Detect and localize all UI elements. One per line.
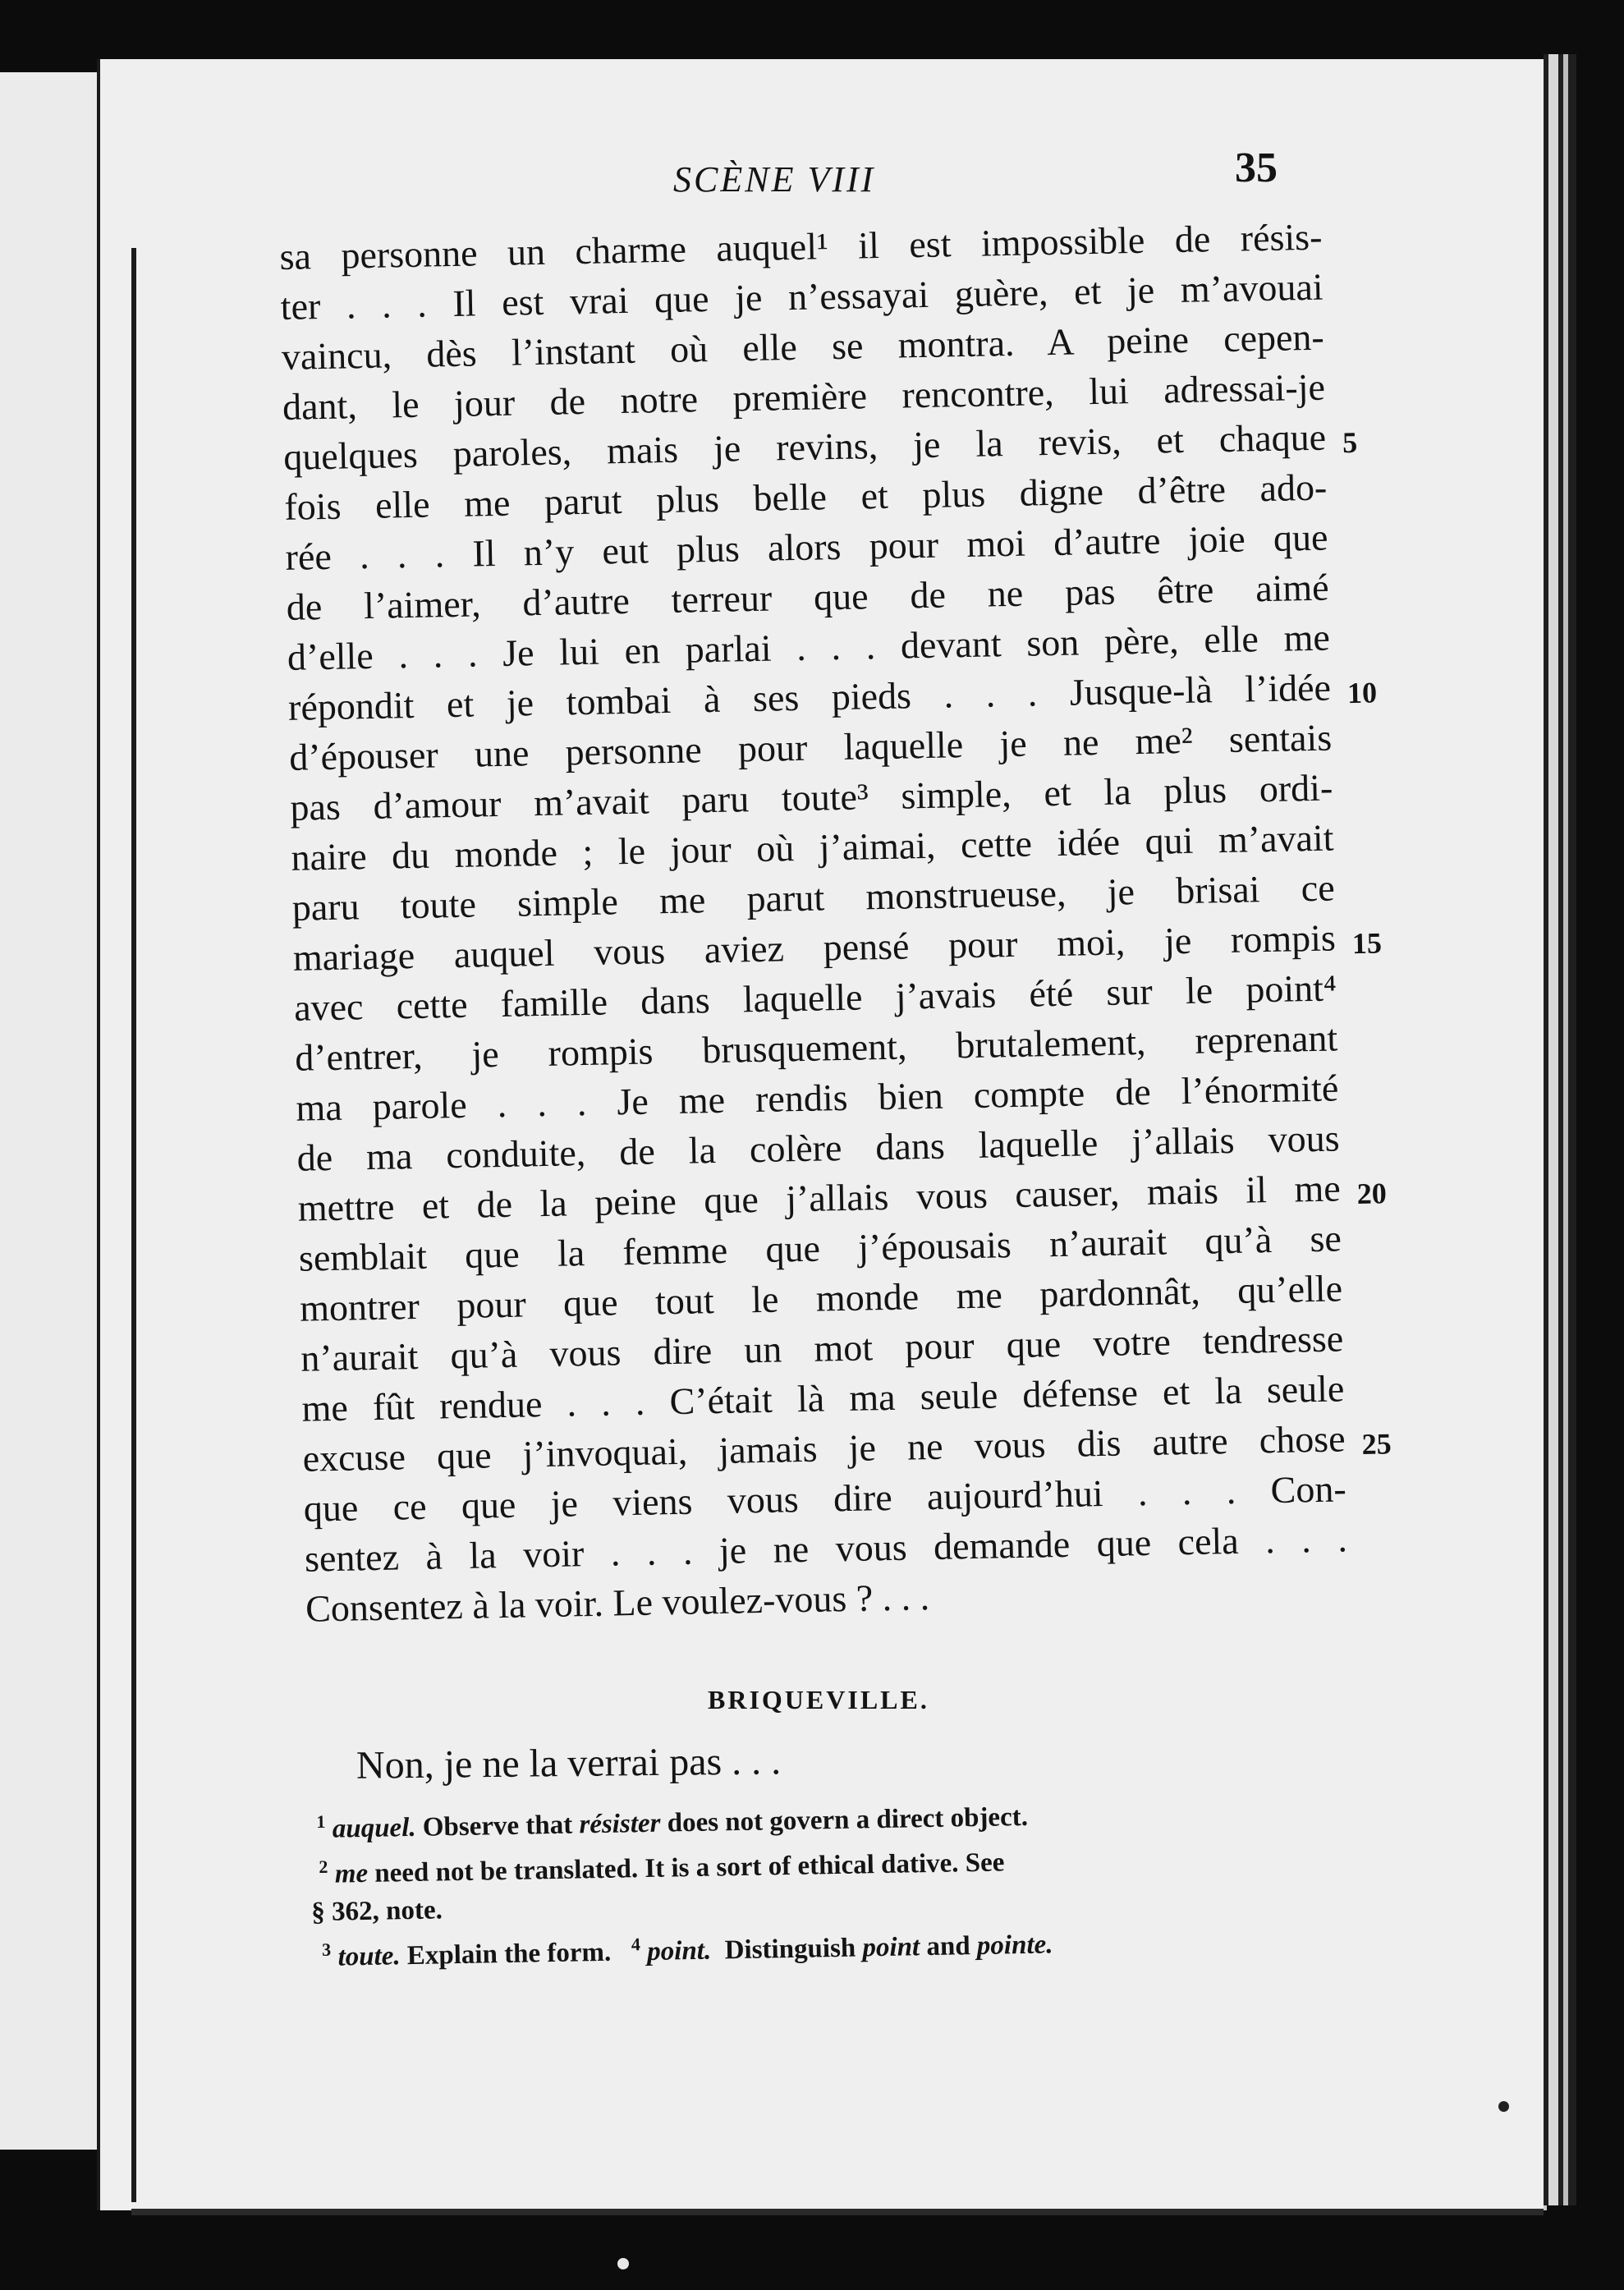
footnote-2-continued: § 362, note.: [311, 1895, 443, 1928]
text-line-content: rée . . . Il n’y eut plus alors pour moi d’autre joie que: [285, 516, 1328, 578]
page-bottom-shadow: [131, 2209, 1544, 2215]
line-number: 20: [1356, 1177, 1388, 1211]
text-line-content: ma parole . . . Je me rendis bien compte de l’énormité: [296, 1067, 1339, 1129]
text-line-content: semblait que la femme que j’épousais n’aurait qu’à se: [298, 1217, 1342, 1279]
text-line-content: excuse que j’invoquai, jamais je ne vous dis autre chose: [302, 1417, 1346, 1480]
text-line-content: sentez à la voir . . . je ne vous demande que cela . . .: [304, 1517, 1348, 1580]
gutter-shadow: [131, 248, 136, 2202]
line-number: 25: [1361, 1427, 1392, 1461]
page-header: [0, 94, 1624, 200]
text-line-content: de l’aimer, d’autre terreur que de ne pas être aimé: [286, 566, 1330, 628]
text-line-content: répondit et je tombai à ses pieds . . . Jusque-là l’idée: [287, 666, 1332, 728]
text-line-content: Consentez à la voir. Le voulez-vous ? . . .: [305, 1576, 930, 1630]
body-text: [279, 211, 1390, 1634]
text-line-content: quelques paroles, mais je revins, je la revis, et chaque: [282, 415, 1327, 478]
text-line-content: montrer pour que tout le monde me pardonnât, qu’elle: [299, 1267, 1343, 1329]
scan-ink-mark: [1498, 2101, 1509, 2112]
scan-dust-mark: [617, 2258, 629, 2269]
text-line-content: mariage auquel vous aviez pensé pour moi, je rompis: [292, 916, 1337, 979]
text-line-content: sa personne un charme auquel¹ il est impossible de résis-: [279, 215, 1323, 278]
text-line-content: que ce que je viens vous dire aujourd’hui . . . Con-: [303, 1467, 1347, 1530]
page-number: 35: [1235, 145, 1278, 191]
facing-page-edge: [0, 72, 101, 2150]
text-line-content: avec cette famille dans laquelle j’avais été sur le point⁴: [293, 966, 1337, 1029]
text-line-content: d’épouser une personne pour laquelle je ne me² sentais: [288, 716, 1333, 778]
footnote-1: $^1$ auquel. Observe that résister does not govern a direct object.: [316, 1801, 1029, 1844]
text-line-content: d’entrer, je rompis brusquement, brutalement, reprenant: [294, 1017, 1338, 1079]
speaker-name: BRIQUEVILLE.: [708, 1685, 929, 1714]
text-line-content: n’aurait qu’à vous dire un mot pour que votre tendresse: [300, 1317, 1344, 1379]
text-line-content: paru toute simple me parut monstrueuse, je brisai ce: [291, 866, 1336, 929]
text-line-content: vaincu, dès l’instant où elle se montra. A peine cepen-: [281, 315, 1325, 378]
text-line-content: naire du monde ; le jour où j’aimai, cette idée qui m’avait: [291, 816, 1334, 879]
text-line-content: ter . . . Il est vrai que je n’essayai guère, et je m’avouai: [280, 265, 1324, 328]
page-stack-edge: [1544, 54, 1576, 2205]
footnotes: [311, 1785, 1353, 1976]
text-line-content: dant, le jour de notre première rencontre, lui adressai-je: [282, 365, 1326, 428]
line-number: 5: [1342, 425, 1358, 460]
text-line-content: d’elle . . . Je lui en parlai . . . devant son père, elle me: [287, 616, 1331, 678]
text-line-content: fois elle me parut plus belle et plus digne d’être ado-: [283, 466, 1328, 528]
line-number: 10: [1346, 676, 1378, 710]
footnote-3-4: $^3$ toute. Explain the form. $^4$ point. Distinguish point and pointe.: [321, 1930, 1053, 1972]
text-line-content: pas d’amour m’avait paru toute³ simple, et la plus ordi-: [289, 766, 1333, 828]
footnote-2: $^2$ me need not be translated. It is a sort of ethical dative. See: [319, 1847, 1005, 1889]
text-line-content: mettre et de la peine que j’allais vous causer, mais il me: [297, 1167, 1342, 1229]
running-title: SCÈNE VIII: [673, 159, 876, 200]
line-number: 15: [1351, 926, 1383, 961]
text-line-content: me fût rendue . . . C’était là ma seule défense et la seule: [301, 1367, 1345, 1430]
dialogue-reply: Non, je ne la verrai pas . . .: [356, 1739, 782, 1787]
text-line-content: de ma conduite, de la colère dans laquelle j’allais vous: [296, 1117, 1340, 1179]
